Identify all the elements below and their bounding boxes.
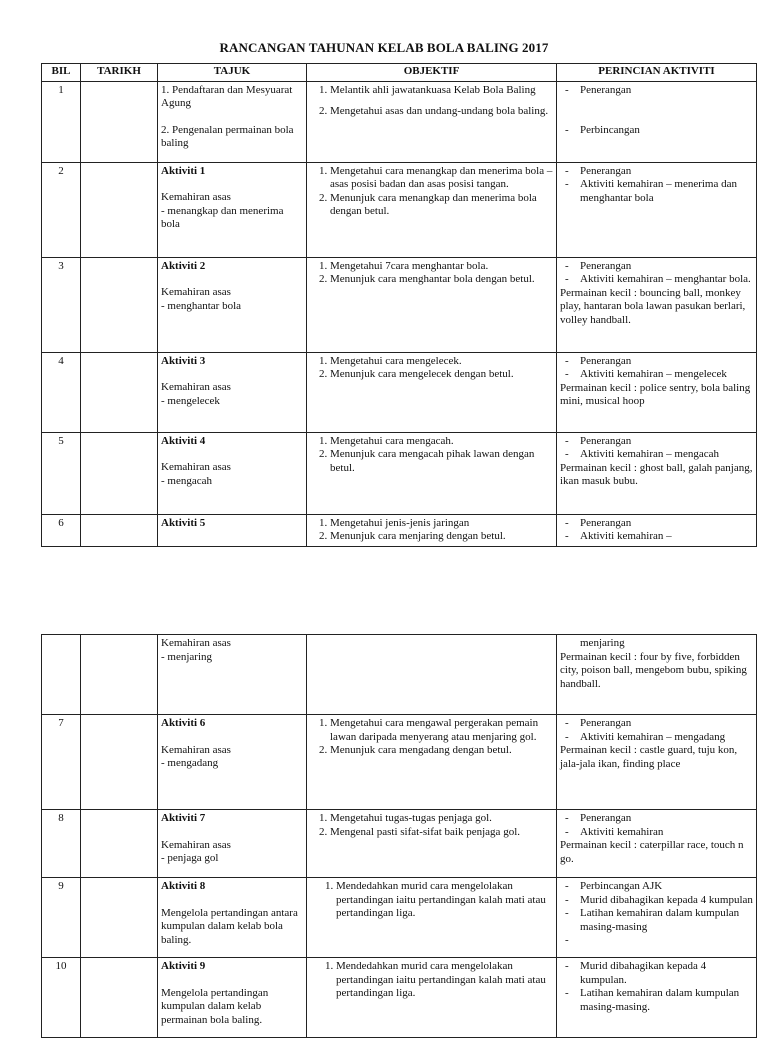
tajuk-cell xyxy=(158,958,307,1038)
bil-cell: 9 xyxy=(42,878,81,958)
table-row xyxy=(42,958,757,1038)
tajuk-line: Kemahiran asas xyxy=(161,461,231,473)
tajuk-line: - mengelecek xyxy=(161,394,220,407)
perincian-cell xyxy=(557,878,757,958)
perincian-item: - Penerangan xyxy=(580,435,753,449)
bil-cell: 7 xyxy=(42,715,81,810)
plan-table-page-1 xyxy=(41,63,757,547)
objektif-cell xyxy=(307,878,557,958)
tarikh-cell xyxy=(81,257,158,352)
permainan-kecil: Permainan kecil : four by five, forbidden city, poison ball, mengebom bubu, spiking handball. xyxy=(560,650,747,690)
objektif-item: 1. Mendedahkan murid cara mengelolakan pertandingan iaitu pertandingan kalah mati atau pertandingan liga. xyxy=(336,960,553,1001)
tajuk-line: - menjaring xyxy=(161,650,213,663)
perincian-cell xyxy=(557,432,757,514)
objektif-item: 1. Mengetahui cara mengelecek. xyxy=(330,355,553,369)
table-row xyxy=(42,432,757,514)
perincian-item: - Penerangan xyxy=(580,84,753,98)
header-tajuk: TAJUK xyxy=(158,64,307,82)
tajuk-cell xyxy=(158,352,307,432)
tarikh-cell xyxy=(81,432,158,514)
perincian-cell xyxy=(557,715,757,810)
header-bil: BIL xyxy=(42,64,81,82)
bil-cell: 2 xyxy=(42,162,81,257)
perincian-continued: menjaring xyxy=(580,637,625,649)
tajuk-line: Kemahiran asas xyxy=(161,838,231,851)
perincian-item: - Aktiviti kemahiran – xyxy=(580,530,753,544)
tajuk-cell xyxy=(158,162,307,257)
bil-cell: 3 xyxy=(42,257,81,352)
bil-cell xyxy=(42,635,81,715)
bil-cell: 5 xyxy=(42,432,81,514)
perincian-item: - Penerangan xyxy=(580,165,753,179)
tajuk-line: - menghantar bola xyxy=(161,299,242,312)
table-row xyxy=(42,810,757,878)
bil-cell: 4 xyxy=(42,352,81,432)
tajuk-line: Kemahiran asas xyxy=(161,637,231,649)
bil-cell: 6 xyxy=(42,514,81,546)
permainan-kecil: Permainan kecil : police sentry, bola baling mini, musical hoop xyxy=(560,381,751,407)
perincian-item: - Aktiviti kemahiran xyxy=(580,826,753,840)
permainan-kecil: Permainan kecil : bouncing ball, monkey play, hantaran bola lawan pasukan berlari, volley handball. xyxy=(560,286,746,326)
objektif-item: 2. Menunjuk cara menangkap dan menerima bola dengan betul. xyxy=(330,192,553,219)
perincian-item: - Perbincangan xyxy=(580,124,753,138)
table-row xyxy=(42,81,757,162)
perincian-cell xyxy=(557,514,757,546)
header-row xyxy=(42,64,757,82)
objektif-item: 1. Mengetahui tugas-tugas penjaga gol. xyxy=(330,812,553,826)
table-row xyxy=(42,162,757,257)
bil-cell: 10 xyxy=(42,958,81,1038)
objektif-item: 1. Mendedahkan murid cara mengelolakan pertandingan iaitu pertandingan kalah mati atau pertandingan liga. xyxy=(336,880,553,921)
objektif-item: 1. Mengetahui cara mengawal pergerakan pemain lawan daripada menyerang atau menjaring gol. xyxy=(330,717,553,744)
objektif-item: 2. Mengenal pasti sifat-sifat baik penjaga gol. xyxy=(330,826,553,840)
perincian-cell xyxy=(557,958,757,1038)
header-tarikh: TARIKH xyxy=(81,64,158,82)
objektif-cell xyxy=(307,432,557,514)
objektif-item: 2. Menunjuk cara mengacah pihak lawan dengan betul. xyxy=(330,448,553,475)
perincian-item: - Penerangan xyxy=(580,517,753,531)
tarikh-cell xyxy=(81,162,158,257)
table-row xyxy=(42,715,757,810)
tajuk-cell xyxy=(158,514,307,546)
perincian-cell xyxy=(557,162,757,257)
header-perincian: PERINCIAN AKTIVITI xyxy=(557,64,757,82)
tajuk-line: 2. Pengenalan permainan bola baling xyxy=(161,123,294,149)
aktiviti-label: Aktiviti 9 xyxy=(161,960,206,972)
tajuk-line: Mengelola pertandingan kumpulan dalam kelab permainan bola baling. xyxy=(161,986,269,1026)
tajuk-line: Kemahiran asas xyxy=(161,381,231,393)
tajuk-line: Kemahiran asas xyxy=(161,191,231,203)
table-row xyxy=(42,514,757,546)
objektif-item: 2. Mengetahui asas dan undang-undang bola baling. xyxy=(330,105,553,119)
tarikh-cell xyxy=(81,878,158,958)
tajuk-cell xyxy=(158,715,307,810)
perincian-cell xyxy=(557,352,757,432)
table-row xyxy=(42,257,757,352)
tarikh-cell xyxy=(81,958,158,1038)
perincian-item: - Aktiviti kemahiran – menerima dan menghantar bola xyxy=(580,178,753,205)
perincian-item: - Latihan kemahiran dalam kumpulan masing-masing xyxy=(580,907,753,934)
permainan-kecil: Permainan kecil : caterpillar race, touch n go. xyxy=(560,839,744,865)
perincian-item: - Aktiviti kemahiran – menghantar bola. xyxy=(580,273,753,287)
aktiviti-label: Aktiviti 5 xyxy=(161,516,206,529)
tajuk-cell xyxy=(158,432,307,514)
aktiviti-label: Aktiviti 8 xyxy=(161,880,206,892)
tarikh-cell xyxy=(81,635,158,715)
aktiviti-label: Aktiviti 4 xyxy=(161,434,206,447)
tajuk-line: Mengelola pertandingan antara kumpulan dalam kelab bola baling. xyxy=(161,906,298,946)
perincian-cell xyxy=(557,635,757,715)
tajuk-line: - mengadang xyxy=(161,757,219,769)
perincian-item: - Penerangan xyxy=(580,260,753,274)
table-row xyxy=(42,635,757,715)
permainan-kecil: Permainan kecil : castle guard, tuju kon, jala-jala ikan, finding place xyxy=(560,744,738,770)
aktiviti-label: Aktiviti 7 xyxy=(161,812,206,824)
perincian-cell xyxy=(557,257,757,352)
objektif-cell xyxy=(307,958,557,1038)
tajuk-line: Kemahiran asas xyxy=(161,286,231,298)
tarikh-cell xyxy=(81,810,158,878)
header-objektif: OBJEKTIF xyxy=(307,64,557,82)
objektif-cell xyxy=(307,635,557,715)
perincian-item: - Murid dibahagikan kepada 4 kumpulan. xyxy=(580,960,753,987)
tajuk-cell xyxy=(158,878,307,958)
perincian-item: - Aktiviti kemahiran – mengacah xyxy=(580,448,753,462)
bil-cell: 1 xyxy=(42,81,81,162)
aktiviti-label: Aktiviti 6 xyxy=(161,717,206,729)
objektif-item: 1. Mengetahui 7cara menghantar bola. xyxy=(330,260,553,274)
tajuk-line: - mengacah xyxy=(161,474,212,487)
perincian-cell xyxy=(557,81,757,162)
perincian-item: - Penerangan xyxy=(580,717,753,731)
perincian-item: - Aktiviti kemahiran – mengelecek xyxy=(580,368,753,382)
tajuk-cell xyxy=(158,810,307,878)
aktiviti-label: Aktiviti 1 xyxy=(161,164,206,177)
perincian-item xyxy=(580,934,753,948)
tarikh-cell xyxy=(81,81,158,162)
document-title: RANCANGAN TAHUNAN KELAB BOLA BALING 2017 xyxy=(219,40,549,55)
permainan-kecil: Permainan kecil : ghost ball, galah panjang, ikan masuk bubu. xyxy=(560,461,753,487)
objektif-item: 2. Menunjuk cara menghantar bola dengan betul. xyxy=(330,273,553,287)
objektif-item: 2. Menunjuk cara menjaring dengan betul. xyxy=(330,530,553,544)
tajuk-line: Kemahiran asas xyxy=(161,743,231,756)
perincian-item: - Penerangan xyxy=(580,812,753,826)
tarikh-cell xyxy=(81,352,158,432)
objektif-item: 1. Mengetahui cara mengacah. xyxy=(330,435,553,449)
objektif-item: 2. Menunjuk cara mengelecek dengan betul. xyxy=(330,368,553,382)
objektif-cell xyxy=(307,715,557,810)
objektif-item: 1. Mengetahui jenis-jenis jaringan xyxy=(330,517,553,531)
objektif-cell xyxy=(307,81,557,162)
objektif-item: 1. Mengetahui cara menangkap dan menerima bola – asas posisi badan dan asas posisi tangan. xyxy=(330,165,553,192)
tarikh-cell xyxy=(81,514,158,546)
objektif-cell xyxy=(307,257,557,352)
tajuk-line: 1. Pendaftaran dan Mesyuarat Agung xyxy=(161,83,293,109)
objektif-cell xyxy=(307,514,557,546)
perincian-cell xyxy=(557,810,757,878)
objektif-cell xyxy=(307,352,557,432)
tajuk-cell xyxy=(158,257,307,352)
plan-table-page-2 xyxy=(41,634,757,1038)
perincian-item: - Latihan kemahiran dalam kumpulan masing-masing. xyxy=(580,987,753,1014)
tajuk-cell xyxy=(158,81,307,162)
perincian-item: - Murid dibahagikan kepada 4 kumpulan xyxy=(580,894,753,908)
tarikh-cell xyxy=(81,715,158,810)
objektif-item: 2. Menunjuk cara mengadang dengan betul. xyxy=(330,744,553,758)
objektif-cell xyxy=(307,810,557,878)
aktiviti-label: Aktiviti 2 xyxy=(161,259,206,272)
tajuk-cell xyxy=(158,635,307,715)
objektif-cell xyxy=(307,162,557,257)
tajuk-line: - menangkap dan menerima bola xyxy=(161,204,284,230)
perincian-item: - Aktiviti kemahiran – mengadang xyxy=(580,731,753,745)
objektif-item: 1. Melantik ahli jawatankuasa Kelab Bola Baling xyxy=(330,84,553,98)
aktiviti-label: Aktiviti 3 xyxy=(161,354,206,367)
tajuk-line: - penjaga gol xyxy=(161,852,219,864)
perincian-item: - Perbincangan AJK xyxy=(580,880,753,894)
perincian-item: - Penerangan xyxy=(580,355,753,369)
table-row xyxy=(42,878,757,958)
table-row xyxy=(42,352,757,432)
bil-cell: 8 xyxy=(42,810,81,878)
